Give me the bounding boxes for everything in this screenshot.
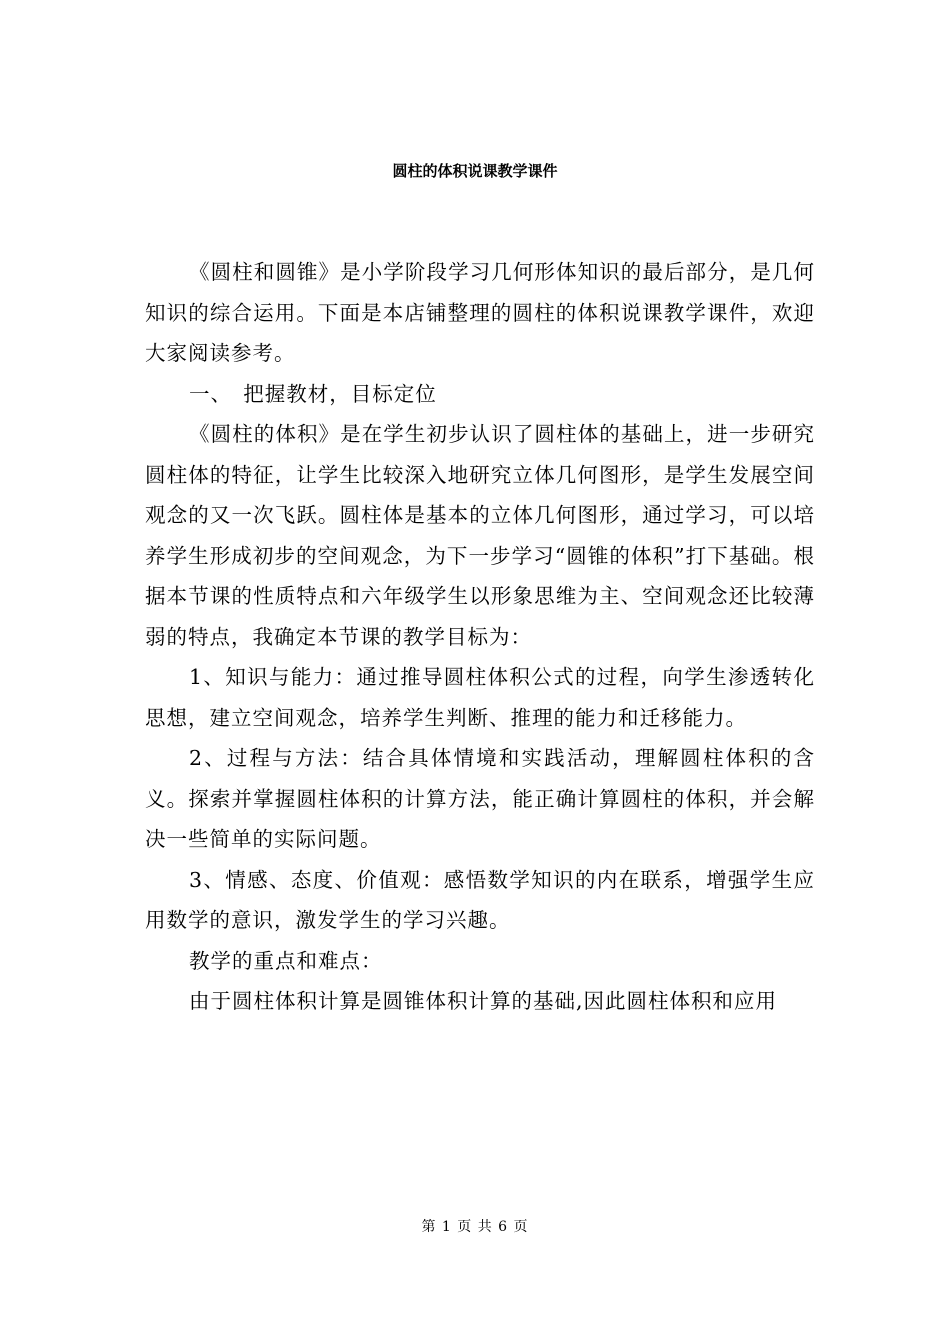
page-number-footer: 第 1 页 共 6 页	[421, 1219, 529, 1235]
textbook-analysis-paragraph: 《圆柱的体积》是在学生初步认识了圆柱体的基础上，进一步研究圆柱体的特征，让学生比较深入地研究立体几何图形，是学生发展空间观念的又一次飞跃。圆柱体是基本的立体几何图形，通过学习，可以培养学生形成初步的空间观念，为下一步学习“圆锥的体积”打下基础。根据本节课的性质特点和六年级学生以形象思维为主、空间观念还比较薄弱的特点，我确定本节课的教学目标为：	[145, 422, 815, 649]
key-points-paragraph: 由于圆柱体积计算是圆锥体积计算的基础,因此圆柱体积和应用	[189, 989, 778, 1013]
goal-knowledge-paragraph: 1、知识与能力：通过推导圆柱体积公式的过程，向学生渗透转化思想，建立空间观念，培养学生判断、推理的能力和迁移能力。	[145, 665, 815, 730]
key-points-heading: 教学的重点和难点：	[189, 948, 383, 973]
goal-process-paragraph: 2、过程与方法：结合具体情境和实践活动，理解圆柱体积的含义。探索并掌握圆柱体积的计算方法，能正确计算圆柱的体积，并会解决一些简单的实际问题。	[145, 746, 815, 851]
goal-emotion-paragraph: 3、情感、态度、价值观：感悟数学知识的内在联系，增强学生应用数学的意识，激发学生的学习兴趣。	[145, 867, 815, 932]
section-heading: 一、 把握教材，目标定位	[189, 381, 437, 406]
intro-paragraph: 《圆柱和圆锥》是小学阶段学习几何形体知识的最后部分，是几何知识的综合运用。下面是本店铺整理的圆柱的体积说课教学课件，欢迎大家阅读参考。	[145, 260, 815, 365]
document-title: 圆柱的体积说课教学课件	[392, 162, 558, 180]
document-body	[145, 252, 815, 1022]
